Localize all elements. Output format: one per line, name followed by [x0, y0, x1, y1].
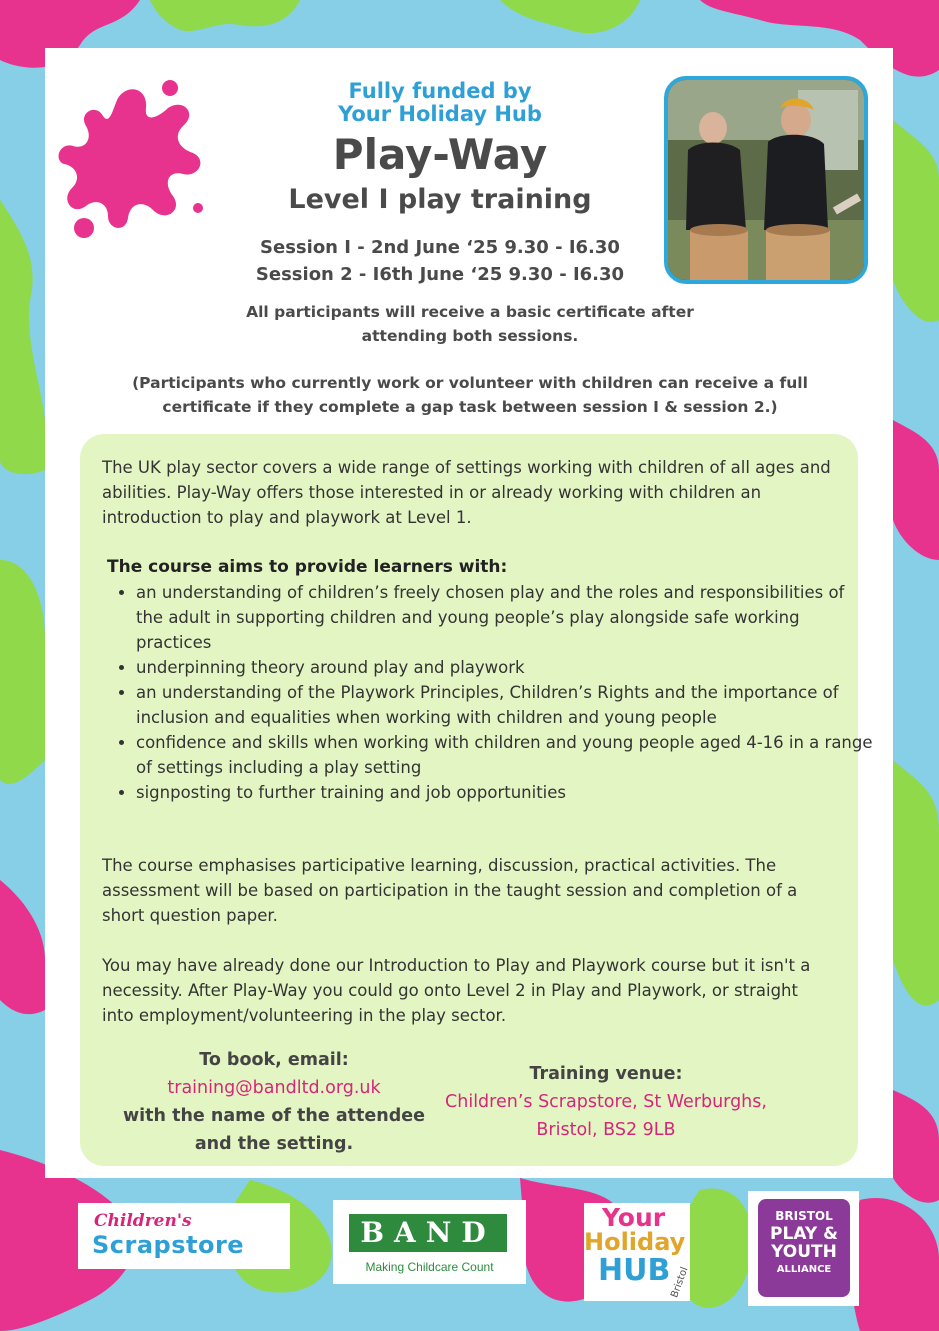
session-dates: [220, 234, 660, 288]
funded-line-2: Your Holiday Hub: [338, 102, 542, 126]
intro-paragraph: The UK play sector covers a wide range of settings working with children of all ages and abilities. Play-Way offers those interested in or already working with children an introduction to play and playwork at Level 1.: [102, 458, 831, 527]
aim-item: • an understanding of the Playwork Principles, Children’s Rights and the importance of inclusion and equalities when working with children and young people: [136, 680, 876, 730]
venue-info: [420, 1060, 792, 1144]
session-1: Session I - 2nd June ‘25 9.30 - I6.30: [260, 237, 620, 258]
band-logo-tagline: Making Childcare Count: [365, 1260, 494, 1274]
scrapstore-logo-top: Children's: [94, 1211, 192, 1231]
band-logo: [333, 1200, 526, 1284]
hub-logo-city: Bristol: [669, 1265, 691, 1300]
aims-list: [102, 580, 876, 805]
certificate-line-2: attending both sessions.: [361, 327, 579, 345]
booking-line-3: with the name of the attendee: [123, 1106, 425, 1126]
bristol-play-youth-alliance-logo: [748, 1191, 859, 1306]
venue-line-2: Bristol, BS2 9LB: [536, 1120, 676, 1140]
aim-item: • an understanding of children’s freely chosen play and the roles and responsibilities of the adult in supporting children and young people’s play alongside safe working practices: [136, 580, 876, 655]
assessment-paragraph: The course emphasises participative learning, discussion, practical activities. The assessment will be based on participation in the taught session and completion of a short question paper.: [102, 856, 798, 925]
childrens-scrapstore-logo: [78, 1203, 290, 1269]
page-subtitle: Level I play training: [288, 184, 592, 215]
session-2: Session 2 - I6th June ‘25 9.30 - I6.30: [255, 264, 625, 285]
page-title: Play-Way: [332, 130, 548, 179]
bpya-line-2: PLAY &: [770, 1224, 838, 1244]
full-certificate-note: [90, 371, 850, 419]
band-logo-banner: [349, 1214, 507, 1252]
bpya-logo-badge: [758, 1199, 850, 1297]
certificate-note-line-1: (Participants who currently work or volunteer with children can receive a full: [132, 374, 808, 392]
progression-paragraph: You may have already done our Introduction to Play and Playwork course but it isn't a necessity. After Play-Way you could go onto Level 2 in Play and Playwork, or straight into employment/volunteering in the play sector.: [102, 956, 811, 1025]
booking-line-4: and the setting.: [194, 1134, 354, 1154]
funded-line-1: Fully funded by: [348, 79, 532, 103]
aim-item: • underpinning theory around play and playwork: [136, 655, 876, 680]
certificate-info: [200, 300, 740, 348]
certificate-note-line-2: certificate if they complete a gap task between session I & session 2.): [162, 398, 778, 416]
hub-logo-hub: HUB: [598, 1253, 671, 1288]
aim-item: • signposting to further training and job opportunities: [136, 780, 876, 805]
your-holiday-hub-logo: [584, 1203, 690, 1301]
funding-notice: [250, 80, 630, 126]
paint-splat-decoration: [58, 78, 208, 248]
booking-email-link[interactable]: training@bandltd.org.uk: [167, 1078, 381, 1098]
booking-label: To book, email:: [199, 1050, 349, 1070]
bpya-line-3: YOUTH: [771, 1242, 837, 1262]
certificate-line-1: All participants will receive a basic certificate after: [246, 303, 694, 321]
band-logo-name: BAND: [360, 1216, 496, 1249]
bpya-line-1: BRISTOL: [775, 1209, 833, 1223]
venue-line-1: Children’s Scrapstore, St Werburghs,: [445, 1092, 767, 1112]
aim-item: • confidence and skills when working with children and young people aged 4-16 in a range of settings including a play setting: [136, 730, 876, 780]
scrapstore-logo-bottom: Scrapstore: [92, 1231, 245, 1259]
hub-logo-holiday: Holiday: [584, 1228, 686, 1256]
booking-info: [118, 1046, 430, 1158]
aims-heading: The course aims to provide learners with:: [107, 557, 508, 577]
hub-logo-your: Your: [602, 1203, 666, 1232]
bpya-line-4: ALLIANCE: [776, 1264, 832, 1275]
training-photo: [664, 76, 868, 284]
venue-label: Training venue:: [529, 1064, 683, 1084]
